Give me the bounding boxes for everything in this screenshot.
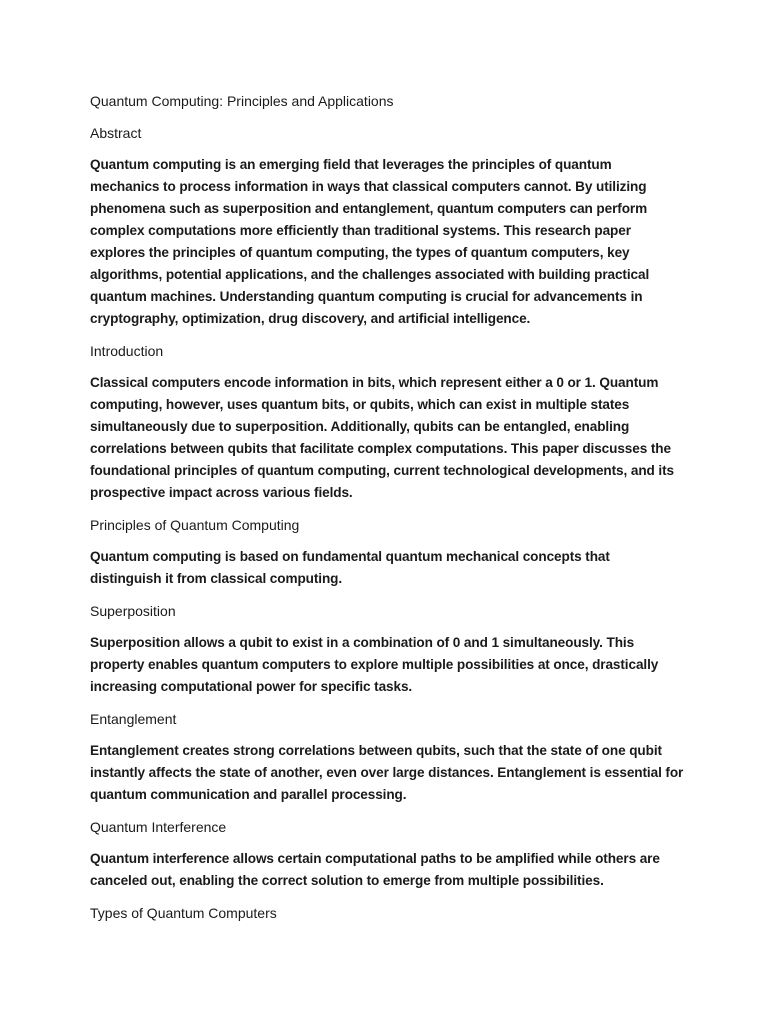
section-paragraph-entanglement: Entanglement creates strong correlations between qubits, such that the state of one qubit instantly affects the state of another, even over large distances. Entanglement is essential for quantum communication and parallel processing. bbox=[90, 743, 684, 802]
document-page bbox=[90, 90, 684, 934]
section-paragraph-principles: Quantum computing is based on fundamental quantum mechanical concepts that distinguish it from classical computing. bbox=[90, 549, 610, 586]
section-heading-principles: Principles of Quantum Computing bbox=[90, 517, 300, 533]
section-heading-entanglement: Entanglement bbox=[90, 711, 177, 727]
section-paragraph-introduction: Classical computers encode information in bits, which represent either a 0 or 1. Quantum computing, however, uses quantum bits, or qubits, which can exist in multiple states simultaneously due to superposition. Additionally, qubits can be entangled, enabling correlations between qubits that facilitate complex computations. This paper discusses the foundational principles of quantum computing, current technological developments, and its prospective impact across various fields. bbox=[90, 375, 674, 500]
section-heading-abstract: Abstract bbox=[90, 125, 142, 141]
section-paragraph-abstract: Quantum computing is an emerging field that leverages the principles of quantum mechanics to process information in ways that classical computers cannot. By utilizing phenomena such as superposition and entanglement, quantum computers can perform complex computations more efficiently than traditional systems. This research paper explores the principles of quantum computing, the types of quantum computers, key algorithms, potential applications, and the challenges associated with building practical quantum machines. Understanding quantum computing is crucial for advancements in cryptography, optimization, drug discovery, and artificial intelligence. bbox=[90, 157, 650, 326]
section-heading-introduction: Introduction bbox=[90, 343, 164, 359]
section-paragraph-superposition: Superposition allows a qubit to exist in a combination of 0 and 1 simultaneously. This property enables quantum computers to explore multiple possibilities at once, drastically increasing computational power for specific tasks. bbox=[90, 635, 659, 694]
section-heading-interference: Quantum Interference bbox=[90, 819, 227, 835]
document-title: Quantum Computing: Principles and Applications bbox=[90, 93, 394, 109]
section-heading-types: Types of Quantum Computers bbox=[90, 905, 277, 921]
section-paragraph-interference: Quantum interference allows certain computational paths to be amplified while others are canceled out, enabling the correct solution to emerge from multiple possibilities. bbox=[90, 851, 660, 888]
section-heading-superposition: Superposition bbox=[90, 603, 176, 619]
